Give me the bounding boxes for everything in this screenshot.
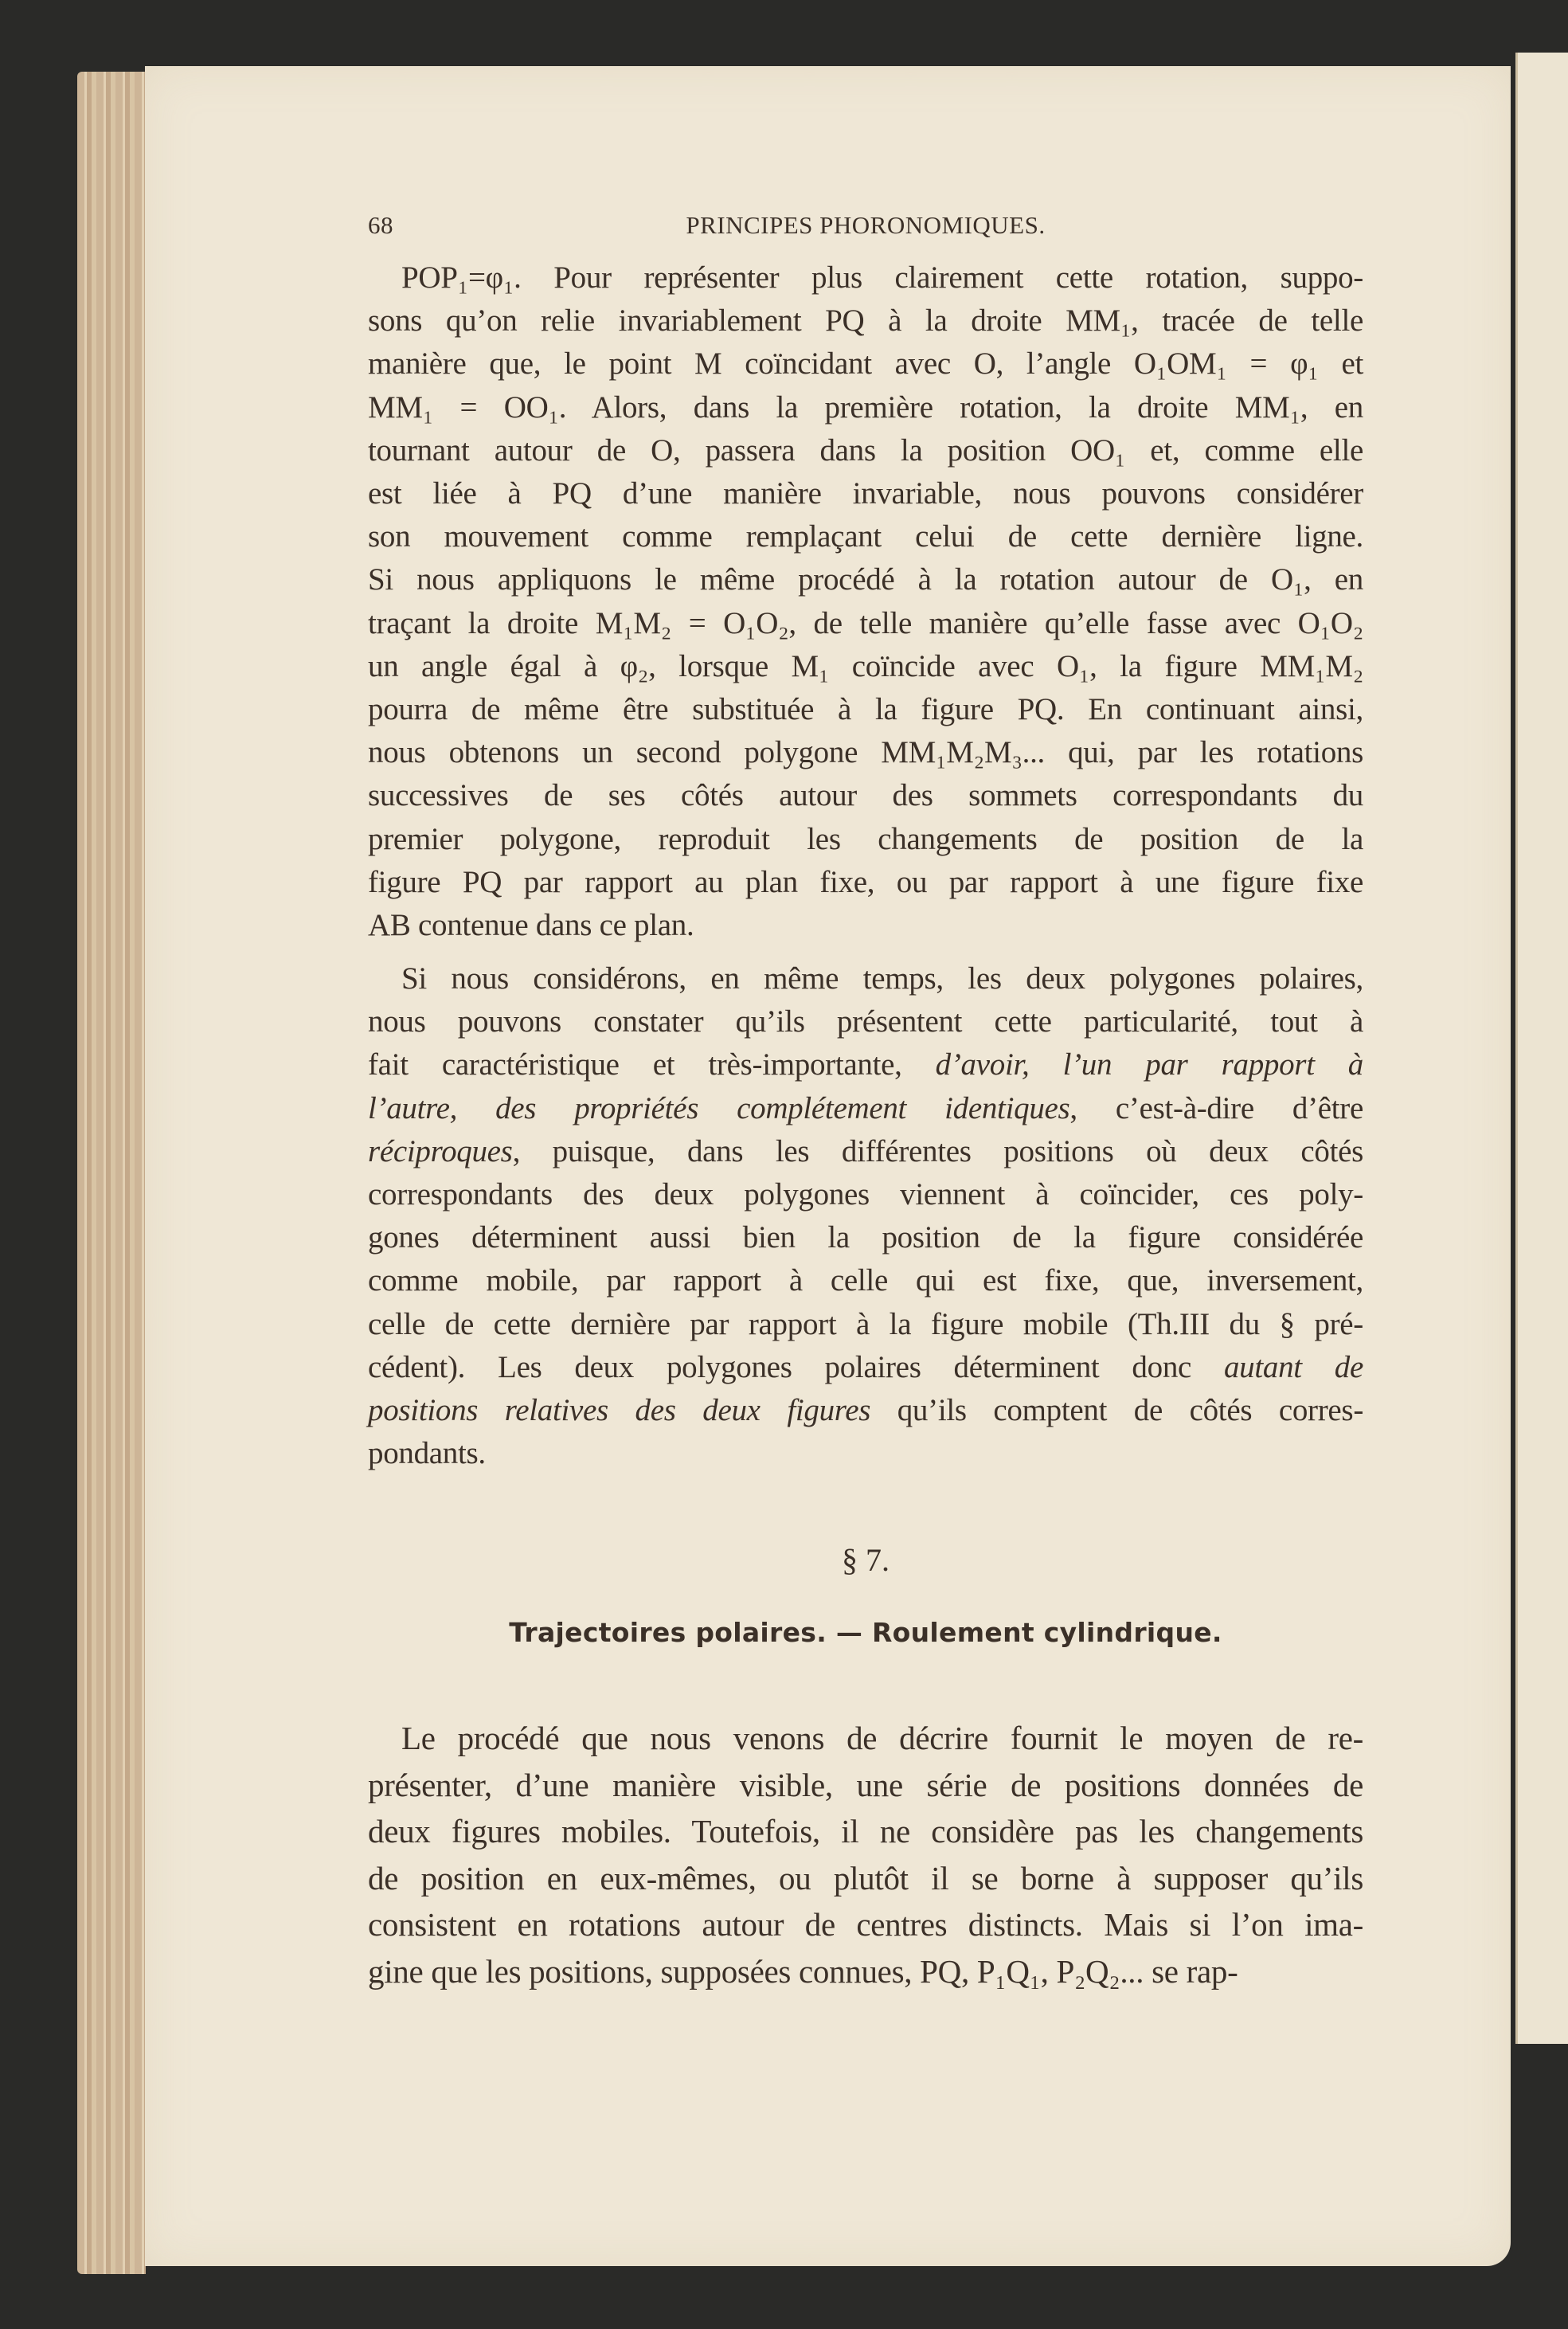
text-line bbox=[368, 475, 1363, 513]
text-segment: AB contenue dans ce plan. bbox=[368, 908, 694, 942]
text-line bbox=[368, 302, 1363, 340]
text-segment: figure PQ par rapport au plan fixe, ou par rapport à une figure fixe bbox=[368, 864, 1363, 899]
text-segment: sons qu’on relie invariablement PQ à la droite MM₁, tracée de telle bbox=[368, 303, 1363, 339]
text-segment: tournant autour de O, passera dans la position OO₁ et, comme elle bbox=[368, 433, 1363, 468]
page-edges bbox=[77, 72, 146, 2274]
text-segment: qu’ils comptent de côtés corres- bbox=[870, 1393, 1364, 1427]
text-line bbox=[368, 1219, 1363, 1257]
text-segment: POP₁=φ₁. Pour représenter plus clairement cette rotation, suppo- bbox=[401, 260, 1363, 295]
text-line bbox=[368, 863, 1363, 902]
text-line bbox=[368, 960, 1363, 998]
text-line bbox=[368, 518, 1363, 556]
text-line bbox=[368, 1719, 1363, 1757]
text-segment: successives de ses côtés autour des sommets correspondants du bbox=[368, 778, 1363, 813]
text-segment: Si nous appliquons le même procédé à la rotation autour de O₁, en bbox=[368, 562, 1363, 597]
text-line bbox=[368, 1090, 1363, 1128]
text-segment: cédent). Les deux polygones polaires déterminent donc bbox=[368, 1349, 1224, 1384]
text-line bbox=[368, 1176, 1363, 1214]
text-segment: nous obtenons un second polygone MM₁M₂M₃... qui, par les rotations bbox=[368, 735, 1363, 770]
text-segment: fait caractéristique et très-importante, bbox=[368, 1047, 936, 1082]
text-segment: correspondants des deux polygones viennent à coïncider, ces poly- bbox=[368, 1177, 1363, 1211]
text-line bbox=[368, 1812, 1363, 1850]
italic-text: positions relatives des deux figures bbox=[368, 1393, 871, 1427]
text-line bbox=[368, 648, 1363, 686]
text-line bbox=[368, 1766, 1363, 1804]
text-line bbox=[368, 1046, 1363, 1084]
text-segment: manière que, le point M coïncidant avec O, l’angle O₁OM₁ = φ₁ et bbox=[368, 346, 1363, 382]
text-line bbox=[368, 1952, 1363, 1990]
text-line bbox=[368, 820, 1363, 859]
text-segment: pondants. bbox=[368, 1436, 486, 1471]
text-segment: premier polygone, reproduit les changements de position de la bbox=[368, 821, 1363, 856]
next-page-edge bbox=[1515, 53, 1568, 2044]
text-line bbox=[368, 432, 1363, 470]
text-segment: un angle égal à φ₂, lorsque M₁ coïncide avec O₁, la figure MM₁M₂ bbox=[368, 648, 1363, 683]
text-line bbox=[368, 777, 1363, 815]
running-title: PRINCIPES PHORONOMIQUES. bbox=[686, 211, 1046, 239]
text-segment: gine que les positions, supposées connues, PQ, P₁Q₁, P₂Q₂... se rap- bbox=[368, 1952, 1238, 1990]
text-line bbox=[368, 259, 1363, 297]
text-segment: , puisque, dans les différentes positions où deux côtés bbox=[512, 1133, 1363, 1168]
italic-text: autant de bbox=[1223, 1349, 1363, 1384]
italic-text: réciproques bbox=[368, 1133, 513, 1168]
text-segment: Le procédé que nous venons de décrire fournit le moyen de re- bbox=[401, 1720, 1363, 1756]
text-line bbox=[368, 345, 1363, 383]
text-segment: consistent en rotations autour de centres distincts. Mais si l’on ima- bbox=[368, 1906, 1363, 1943]
page-number: 68 bbox=[368, 211, 393, 239]
section-title: Trajectoires polaires. — Roulement cylindrique. bbox=[509, 1617, 1222, 1648]
italic-text: d’avoir, l’un par rapport à bbox=[935, 1047, 1363, 1082]
text-line bbox=[368, 734, 1363, 772]
text-segment: pourra de même être substituée à la figure PQ. En continuant ainsi, bbox=[368, 692, 1363, 726]
text-line bbox=[368, 1905, 1363, 1943]
text-line bbox=[368, 1003, 1363, 1041]
text-line bbox=[368, 1262, 1363, 1300]
text-segment: est liée à PQ d’une manière invariable, nous pouvons considérer bbox=[368, 476, 1363, 511]
text-segment: nous pouvons constater qu’ils présentent cette particularité, tout à bbox=[368, 1004, 1363, 1039]
italic-text: l’autre, des propriétés complétement identiques bbox=[368, 1090, 1070, 1125]
text-segment: son mouvement comme remplaçant celui de cette dernière ligne. bbox=[368, 519, 1363, 554]
text-segment: MM₁ = OO₁. Alors, dans la première rotation, la droite MM₁, en bbox=[368, 389, 1363, 425]
text-segment: deux figures mobiles. Toutefois, il ne considère pas les changements bbox=[368, 1813, 1363, 1850]
text-segment: gones déterminent aussi bien la position de la figure considérée bbox=[368, 1220, 1363, 1255]
text-segment: , c’est-à-dire d’être bbox=[1069, 1090, 1364, 1125]
text-line bbox=[368, 1348, 1363, 1387]
text-segment: présenter, d’une manière visible, une série de positions données de bbox=[368, 1766, 1363, 1803]
text-segment: traçant la droite M₁M₂ = O₁O₂, de telle manière qu’elle fasse avec O₁O₂ bbox=[368, 605, 1363, 640]
text-line bbox=[368, 605, 1363, 643]
text-segment: Si nous considérons, en même temps, les deux polygones polaires, bbox=[401, 961, 1363, 996]
text-line bbox=[368, 1392, 1363, 1430]
text-line bbox=[368, 1133, 1363, 1171]
text-line bbox=[368, 691, 1363, 729]
text-line bbox=[368, 906, 1363, 945]
text-line bbox=[368, 1305, 1363, 1344]
text-segment: celle de cette dernière par rapport à la figure mobile (Th.III du § pré- bbox=[368, 1306, 1363, 1341]
text-line bbox=[368, 561, 1363, 599]
section-number: § 7. bbox=[842, 1542, 890, 1578]
text-segment: comme mobile, par rapport à celle qui est fixe, que, inversement, bbox=[368, 1263, 1363, 1298]
text-line bbox=[368, 1859, 1363, 1897]
text-line bbox=[368, 389, 1363, 427]
text-line bbox=[368, 1435, 1363, 1473]
text-segment: de position en eux-mêmes, ou plutôt il se borne à supposer qu’ils bbox=[368, 1859, 1363, 1896]
